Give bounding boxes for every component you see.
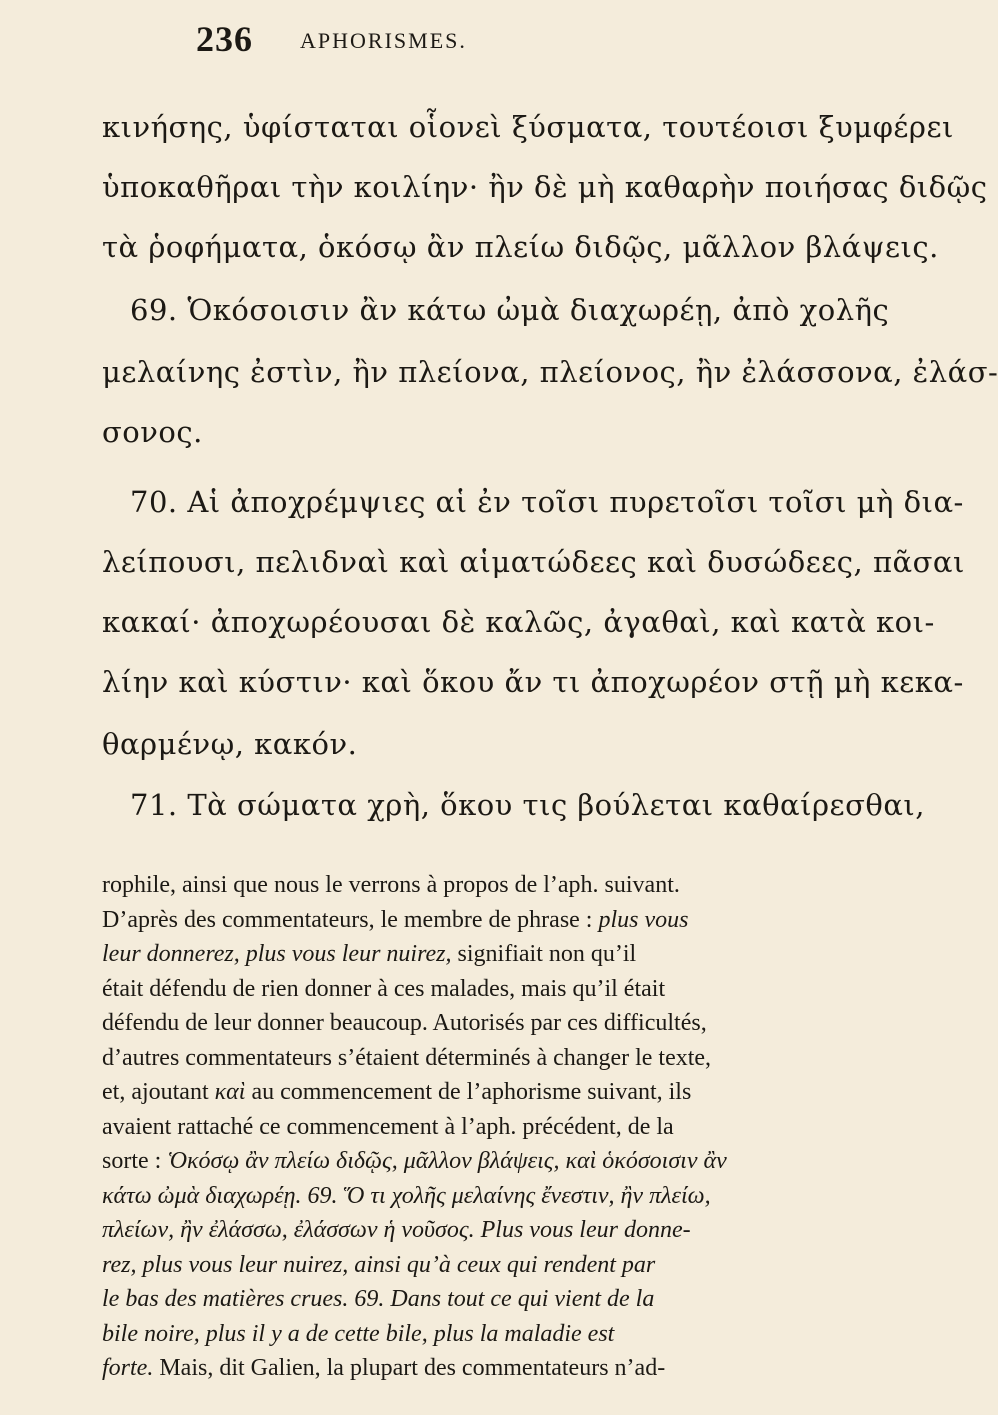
aphorism-71: 71. Τὰ σώματα χρὴ, ὅκου τις βούλεται καθαίρεσθαι, bbox=[130, 788, 925, 822]
note-line: était défendu de rien donner à ces malades, mais qu’il était bbox=[102, 975, 666, 1002]
note-line: leur donnerez, plus vous leur nuirez, signifiait non qu’il bbox=[102, 941, 637, 967]
greek-line: θαρμένῳ, κακόν. bbox=[102, 727, 358, 761]
note-line: D’après des commentateurs, le membre de phrase : plus vous bbox=[102, 906, 689, 933]
running-title: APHORISMES. bbox=[300, 28, 467, 53]
greek-line: τὰ ῥοφήματα, ὁκόσῳ ἂν πλείω διδῷς, μᾶλλον βλάψεις. bbox=[102, 230, 939, 264]
greek-line: ὑποκαθῆραι τὴν κοιλίην· ἢν δὲ μὴ καθαρὴν ποιήσας διδῷς bbox=[102, 170, 988, 204]
note-line: κάτω ὠμὰ διαχωρέῃ. 69. Ὅ τι χολῆς μελαίνης ἔνεστιν, ἢν πλείω, bbox=[102, 1182, 711, 1209]
greek-line: μελαίνης ἐστὶν, ἢν πλείονα, πλείονος, ἢν ἐλάσσονα, ἐλάσ- bbox=[102, 355, 998, 389]
greek-line: κακαί· ἀποχωρέουσαι δὲ καλῶς, ἀγαθαὶ, καὶ κατὰ κοι- bbox=[102, 605, 935, 639]
greek-line: σονος. bbox=[102, 415, 203, 449]
note-line: avaient rattaché ce commencement à l’aph. précédent, de la bbox=[102, 1113, 674, 1140]
note-line: πλείων, ἢν ἐλάσσω, ἐλάσσων ἡ νοῦσος. Plus vous leur donne- bbox=[102, 1217, 691, 1243]
note-line: sorte : Ὁκόσῳ ἂν πλείω διδῷς, μᾶλλον βλάψεις, καὶ ὁκόσοισιν ἂν bbox=[102, 1148, 727, 1174]
note-line: rophile, ainsi que nous le verrons à propos de l’aph. suivant. bbox=[102, 872, 680, 898]
note-line: forte. Mais, dit Galien, la plupart des commentateurs n’ad- bbox=[102, 1355, 666, 1381]
note-line: bile noire, plus il y a de cette bile, plus la maladie est bbox=[102, 1320, 615, 1347]
greek-line: κινήσης, ὑφίσταται οἷονεὶ ξύσματα, τουτέοισι ξυμφέρει bbox=[102, 110, 954, 144]
greek-line: λείπουσι, πελιδναὶ καὶ αἱματώδεες καὶ δυσώδεες, πᾶσαι bbox=[102, 545, 965, 579]
note-line: d’autres commentateurs s’étaient déterminés à changer le texte, bbox=[102, 1044, 712, 1071]
aphorism-69: 69. Ὁκόσοισιν ἂν κάτω ὠμὰ διαχωρέῃ, ἀπὸ χολῆς bbox=[130, 293, 890, 327]
note-line: rez, plus vous leur nuirez, ainsi qu’à ceux qui rendent par bbox=[102, 1251, 656, 1278]
page-header bbox=[0, 8, 800, 68]
aphorism-70: 70. Αἱ ἀποχρέμψιες αἱ ἐν τοῖσι πυρετοῖσι τοῖσι μὴ δια- bbox=[130, 485, 964, 519]
note-line: défendu de leur donner beaucoup. Autorisés par ces difficultés, bbox=[102, 1010, 707, 1036]
note-line: et, ajoutant καὶ au commencement de l’aphorisme suivant, ils bbox=[102, 1079, 692, 1105]
note-line: le bas des matières crues. 69. Dans tout ce qui vient de la bbox=[102, 1286, 655, 1312]
page-number: 236 bbox=[196, 19, 253, 59]
greek-line: λίην καὶ κύστιν· καὶ ὅκου ἄν τι ἀποχωρέον στῇ μὴ κεκα- bbox=[102, 665, 964, 699]
